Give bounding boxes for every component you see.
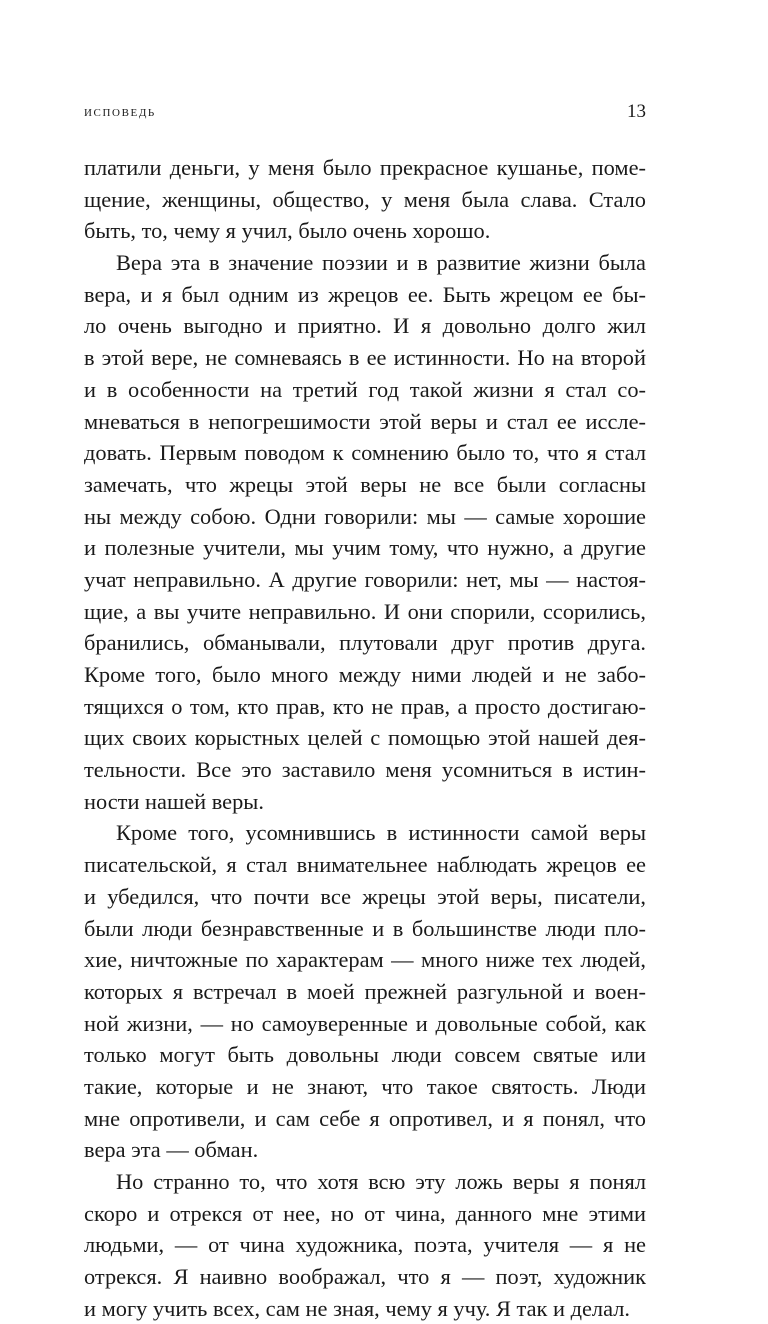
text-line: которых я встречал в моей прежней разгульной и воен- — [84, 978, 646, 1004]
paragraph — [84, 152, 646, 247]
text-line: довать. Первым поводом к сомнению было то, что я стал — [84, 440, 646, 466]
text-line: и могу учить всех, сам не зная, чему я учу. Я так и делал. — [84, 1295, 630, 1321]
text-line: отрекся. Я наивно воображал, что я — поэт, художник — [84, 1264, 646, 1290]
text-line: ны между собою. Одни говорили: мы — самые хорошие — [84, 503, 646, 529]
text-line: и полезные учители, мы учим тому, что нужно, а другие — [84, 535, 646, 561]
text-line: замечать, что жрецы этой веры не все были согласны — [84, 471, 646, 497]
text-line: быть, то, чему я учил, было очень хорошо. — [84, 218, 491, 244]
text-line: Но странно то, что хотя всю эту ложь веры я понял — [116, 1169, 646, 1194]
text-line: писательской, я стал внимательнее наблюдать жрецов ее — [84, 852, 646, 878]
text-line: и убедился, что почти все жрецы этой веры, писатели, — [84, 883, 646, 909]
text-line: только могут быть довольны люди совсем святые или — [84, 1042, 646, 1068]
text-line: вера, и я был одним из жрецов ее. Быть жрецом ее бы- — [84, 281, 646, 307]
text-line: хие, ничтожные по характерам — много ниже тех людей, — [84, 947, 646, 973]
text-line: мне опротивели, и сам себе я опротивел, и я понял, что — [84, 1105, 646, 1131]
text-line: и в особенности на третий год такой жизни я стал со- — [84, 376, 646, 402]
paragraph — [84, 247, 646, 817]
text-line: ной жизни, — но самоуверенные и довольные собой, как — [84, 1010, 646, 1036]
text-line: Кроме того, было много между ними людей и не забо- — [84, 662, 646, 687]
text-line: такие, которые и не знают, что такое святость. Люди — [84, 1073, 646, 1099]
text-line: платили деньги, у меня было прекрасное кушанье, поме- — [84, 155, 646, 180]
text-line: тельности. Все это заставило меня усомниться в истин- — [84, 757, 646, 783]
text-line: бранились, обманывали, плутовали друг против друга. — [84, 630, 646, 656]
text-line: щение, женщины, общество, у меня была слава. Стало — [84, 186, 646, 212]
paragraph — [84, 817, 646, 1166]
text-line: учат неправильно. А другие говорили: нет, мы — настоя- — [84, 566, 646, 592]
text-line: Вера эта в значение поэзии и в развитие жизни была — [116, 250, 646, 276]
text-line: вера эта — обман. — [84, 1137, 259, 1163]
page-number: 13 — [627, 101, 646, 122]
text-line: были люди безнравственные и в большинстве люди пло- — [84, 915, 646, 941]
running-head — [84, 100, 646, 124]
text-line: в этой вере, не сомневаясь в ее истинности. Но на второй — [84, 345, 646, 371]
text-line: щих своих корыстных целей с помощью этой нашей дея- — [84, 725, 646, 751]
text-line: ло очень выгодно и приятно. И я довольно долго жил — [84, 313, 646, 339]
book-page — [84, 0, 646, 1321]
text-line: скоро и отрекся от нее, но от чина, данного мне этими — [84, 1200, 646, 1226]
text-line: мневаться в непогрешимости этой веры и стал ее иссле- — [84, 408, 646, 434]
text-line: людьми, — от чина художника, поэта, учителя — я не — [84, 1232, 646, 1258]
paragraph — [84, 1166, 646, 1324]
body-text — [84, 152, 646, 1324]
text-line: Кроме того, усомнившись в истинности самой веры — [116, 820, 646, 846]
running-head-title: исповедь — [84, 103, 156, 120]
text-line: щие, а вы учите неправильно. И они спорили, ссорились, — [84, 598, 646, 624]
text-line: тящихся о том, кто прав, кто не прав, а просто достигаю- — [84, 693, 646, 719]
text-line: ности нашей веры. — [84, 788, 264, 814]
